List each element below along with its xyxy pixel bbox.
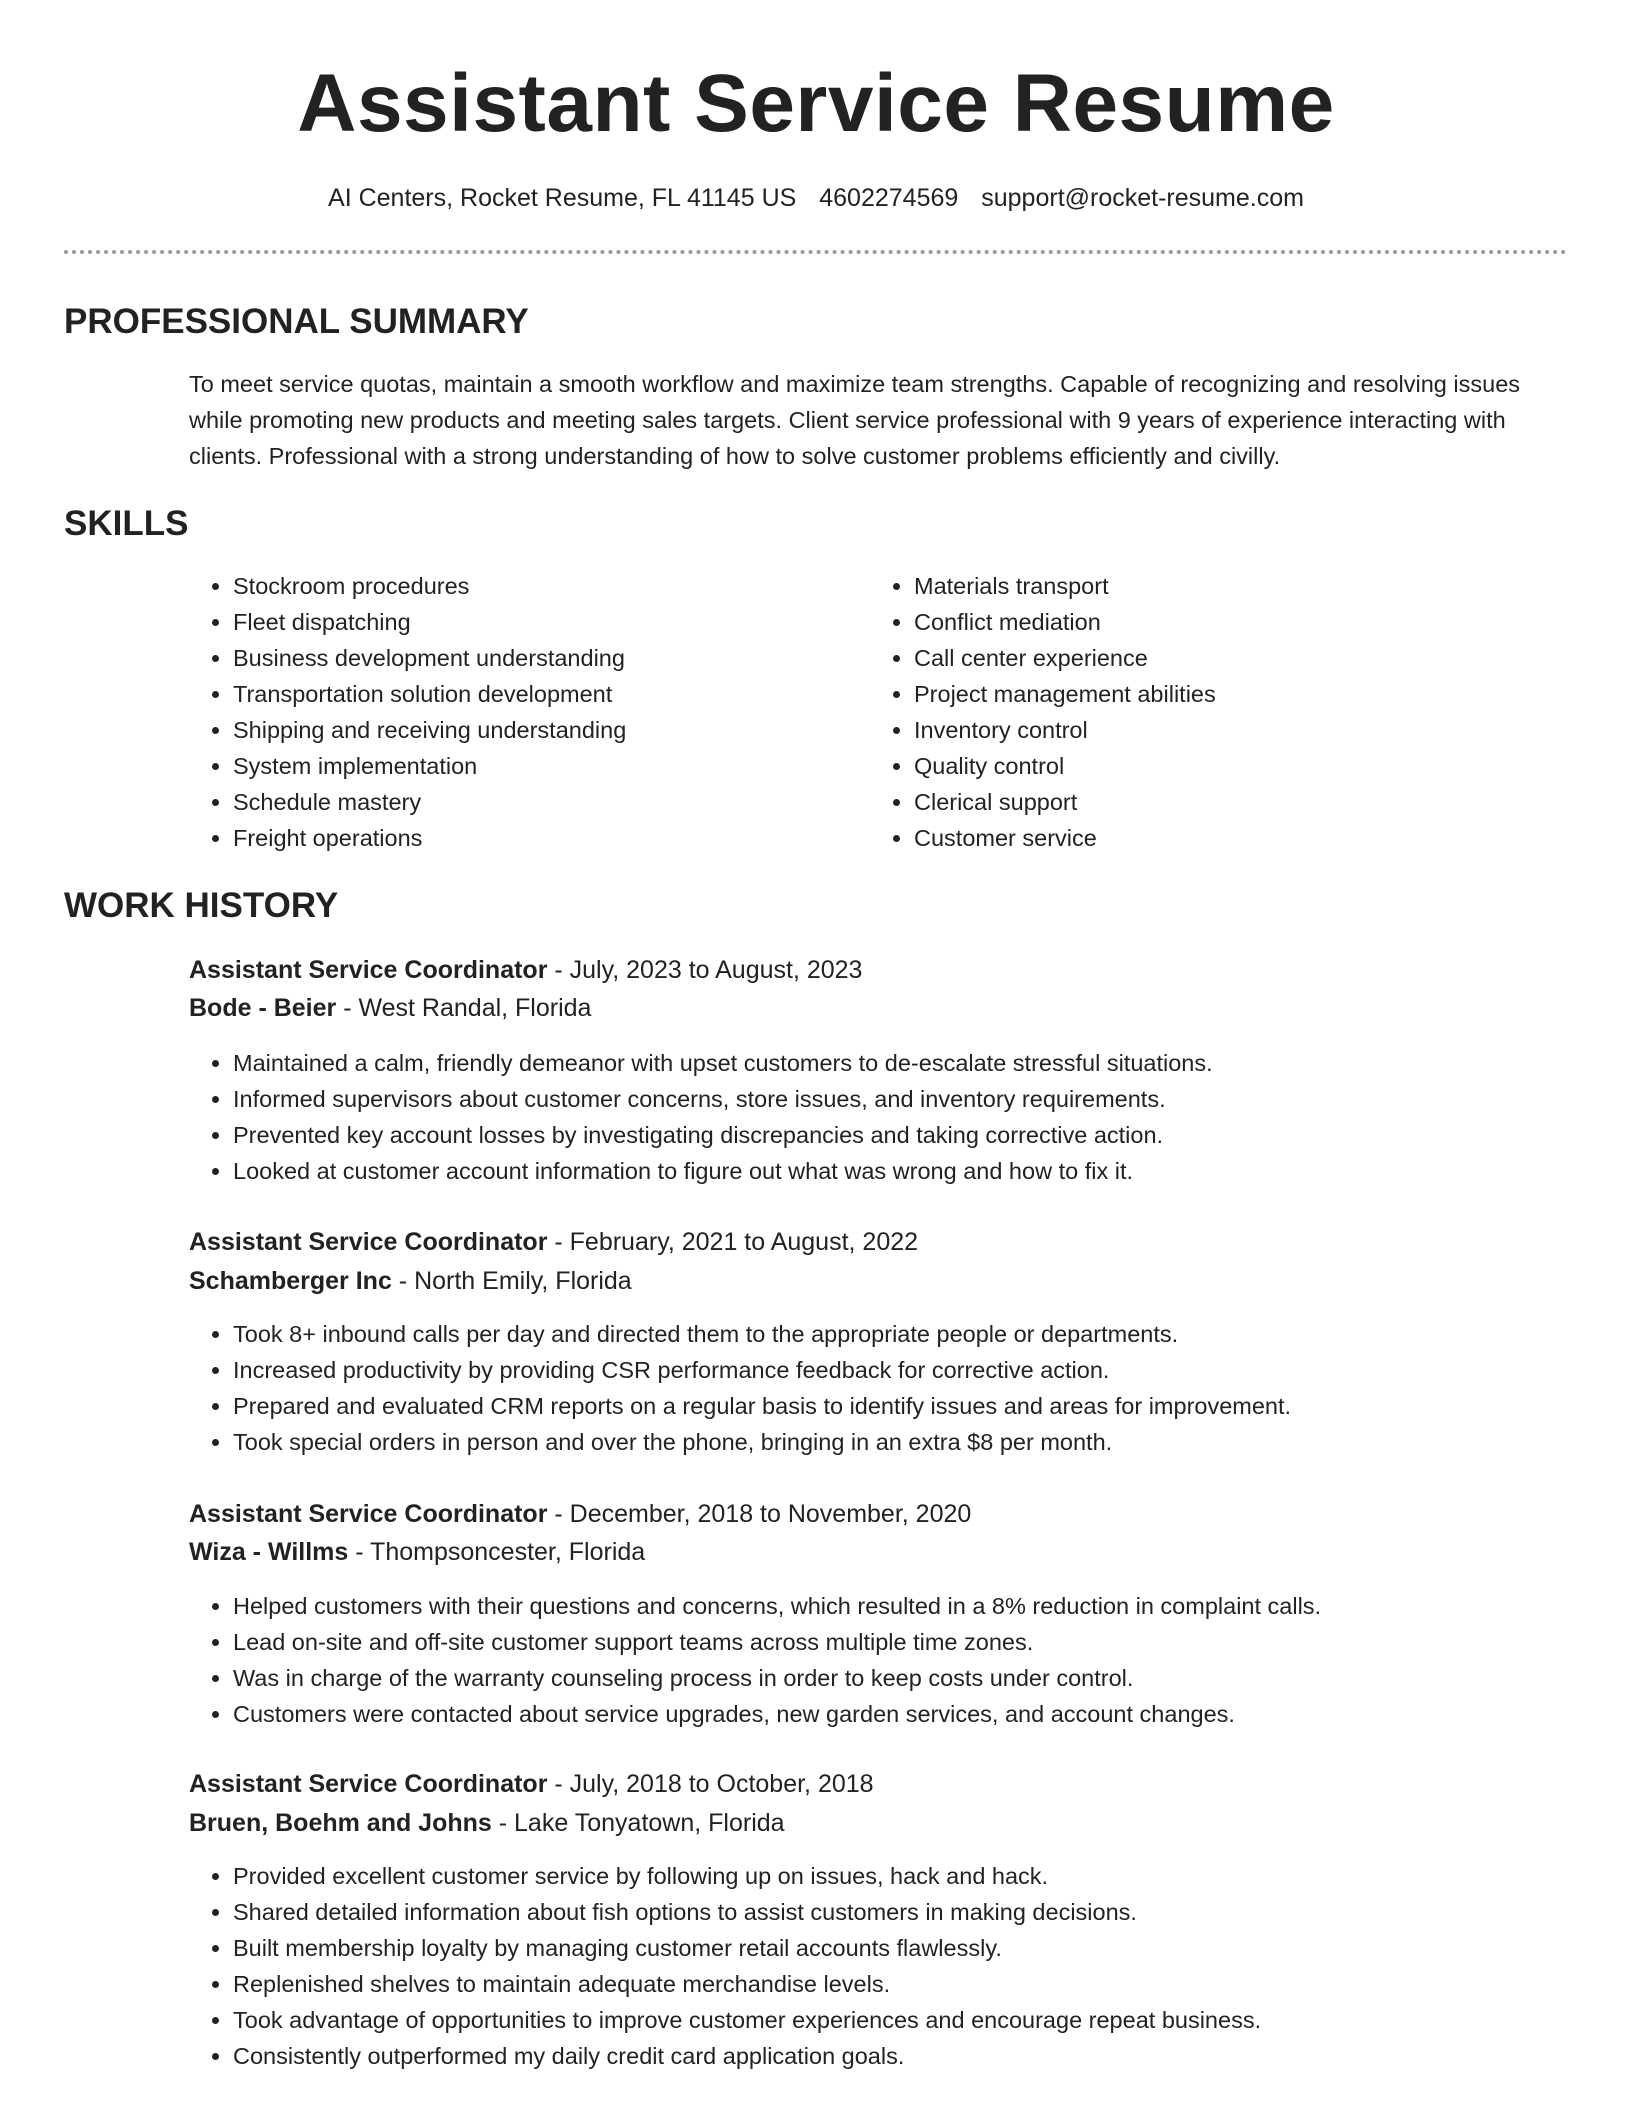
skill-item: • Customer service: [914, 820, 1216, 856]
job-location: - Lake Tonyatown, Florida: [491, 1809, 785, 1837]
job-bullet: • Prepared and evaluated CRM reports on a regular basis to identify issues and areas for improvement.: [233, 1388, 1573, 1424]
skill-item: • Fleet dispatching: [233, 604, 626, 640]
job-title-line: [189, 952, 862, 988]
skill-item: • Clerical support: [914, 784, 1216, 820]
job-company-line: [189, 990, 591, 1026]
job-dates: - December, 2018 to November, 2020: [547, 1500, 972, 1528]
job-bullet: • Maintained a calm, friendly demeanor with upset customers to de-escalate stressful situations.: [233, 1045, 1573, 1081]
job-bullet: • Looked at customer account information to figure out what was wrong and how to fix it.: [233, 1153, 1573, 1189]
skill-item: • System implementation: [233, 748, 626, 784]
job-bullet: • Shared detailed information about fish options to assist customers in making decisions.: [233, 1894, 1573, 1930]
job-bullet: • Helped customers with their questions and concerns, which resulted in a 8% reduction in complaint calls.: [233, 1588, 1573, 1624]
job-company-line: [189, 1805, 785, 1841]
job-title-line: [189, 1224, 918, 1260]
job-bullet: • Increased productivity by providing CSR performance feedback for corrective action.: [233, 1352, 1573, 1388]
job-bullet: • Took advantage of opportunities to improve customer experiences and encourage repeat business.: [233, 2002, 1573, 2038]
skill-item: • Business development understanding: [233, 640, 626, 676]
resume-title: Assistant Service Resume: [297, 58, 1335, 149]
summary-text: To meet service quotas, maintain a smooth workflow and maximize team strengths. Capable of recognizing and resolving issues while promoting new products and meeting sales targets. Client service professional with 9 years of experience interacting with clients. Professional with a strong understanding of how to solve customer problems efficiently and civilly.: [189, 371, 1521, 469]
job-company: Bode - Beier: [189, 994, 337, 1022]
job-bullet: • Provided excellent customer service by following up on issues, hack and hack.: [233, 1858, 1573, 1894]
job-title-line: [189, 1766, 874, 1802]
job-bullet: • Consistently outperformed my daily credit card application goals.: [233, 2038, 1573, 2074]
job-location: - Thompsoncester, Florida: [348, 1538, 646, 1566]
job-bullet-list: [189, 1316, 1573, 1460]
contact-line: [0, 178, 1632, 218]
job-bullet: • Took special orders in person and over the phone, bringing in an extra $8 per month.: [233, 1424, 1573, 1460]
header-divider: [64, 250, 1567, 254]
job-title: Assistant Service Coordinator: [189, 956, 548, 984]
skill-item: • Freight operations: [233, 820, 626, 856]
work-history-heading: WORK HISTORY: [64, 886, 339, 925]
job-bullet: • Lead on-site and off-site customer support teams across multiple time zones.: [233, 1624, 1573, 1660]
skill-item: • Call center experience: [914, 640, 1216, 676]
job-bullet-list: [189, 1858, 1573, 2074]
contact-address: AI Centers, Rocket Resume, FL 41145 US: [328, 184, 797, 212]
skill-item: • Stockroom procedures: [233, 568, 626, 604]
skills-list-right: [870, 568, 1216, 856]
job-company: Schamberger Inc: [189, 1267, 392, 1295]
contact-phone: 4602274569: [819, 184, 959, 212]
job-dates: - July, 2018 to October, 2018: [547, 1770, 874, 1798]
job-company-line: [189, 1534, 645, 1570]
skill-item: • Conflict mediation: [914, 604, 1216, 640]
job-bullet: • Replenished shelves to maintain adequate merchandise levels.: [233, 1966, 1573, 2002]
job-title-line: [189, 1496, 971, 1532]
skill-item: • Materials transport: [914, 568, 1216, 604]
skill-item: • Inventory control: [914, 712, 1216, 748]
job-bullet: • Informed supervisors about customer concerns, store issues, and inventory requirements.: [233, 1081, 1573, 1117]
job-bullet: • Took 8+ inbound calls per day and directed them to the appropriate people or departments.: [233, 1316, 1573, 1352]
job-bullet-list: [189, 1045, 1573, 1189]
job-dates: - July, 2023 to August, 2023: [547, 956, 863, 984]
job-bullet-list: [189, 1588, 1573, 1732]
skills-heading: SKILLS: [64, 504, 189, 543]
skill-item: • Quality control: [914, 748, 1216, 784]
skill-item: • Schedule mastery: [233, 784, 626, 820]
job-title: Assistant Service Coordinator: [189, 1770, 548, 1798]
job-bullet: • Built membership loyalty by managing customer retail accounts flawlessly.: [233, 1930, 1573, 1966]
job-title: Assistant Service Coordinator: [189, 1500, 548, 1528]
skills-list-left: [189, 568, 626, 856]
skill-item: • Project management abilities: [914, 676, 1216, 712]
job-title: Assistant Service Coordinator: [189, 1228, 548, 1256]
job-location: - North Emily, Florida: [391, 1267, 632, 1295]
job-company: Bruen, Boehm and Johns: [189, 1809, 492, 1837]
job-company: Wiza - Willms: [189, 1538, 349, 1566]
job-bullet: • Was in charge of the warranty counseling process in order to keep costs under control.: [233, 1660, 1573, 1696]
skill-item: • Shipping and receiving understanding: [233, 712, 626, 748]
job-location: - West Randal, Florida: [336, 994, 592, 1022]
skill-item: • Transportation solution development: [233, 676, 626, 712]
job-bullet: • Customers were contacted about service upgrades, new garden services, and account changes.: [233, 1696, 1573, 1732]
job-dates: - February, 2021 to August, 2022: [547, 1228, 919, 1256]
summary-heading: PROFESSIONAL SUMMARY: [64, 302, 529, 341]
contact-email[interactable]: support@rocket-resume.com: [981, 184, 1304, 212]
job-company-line: [189, 1263, 632, 1299]
job-bullet: • Prevented key account losses by investigating discrepancies and taking corrective action.: [233, 1117, 1573, 1153]
